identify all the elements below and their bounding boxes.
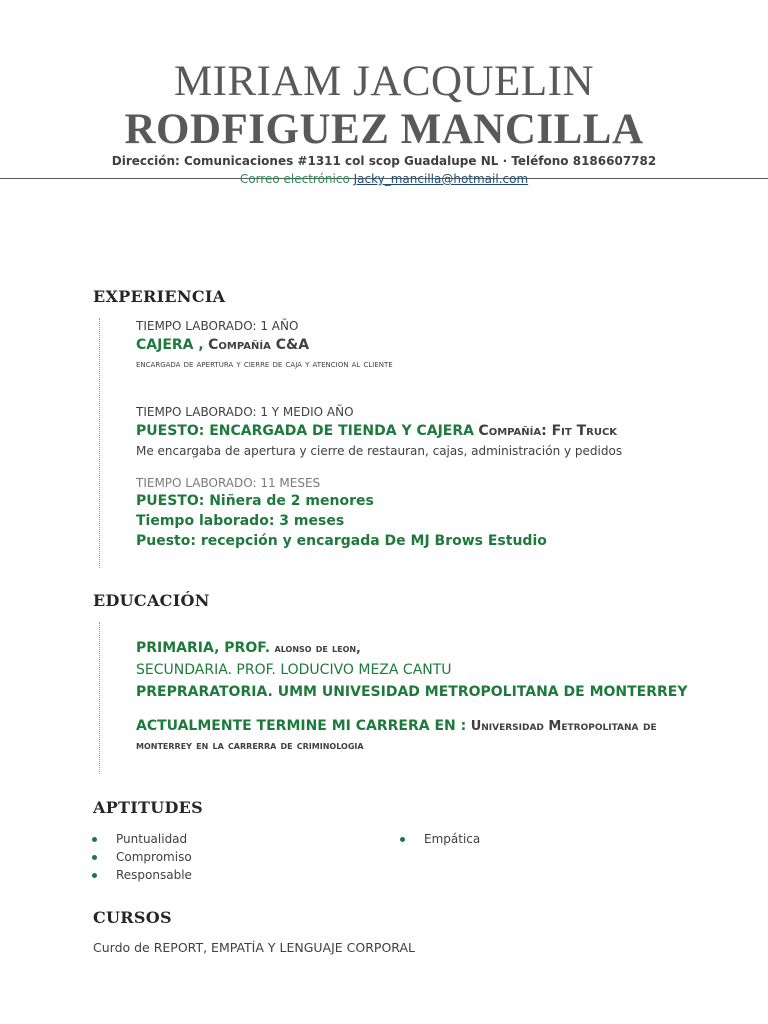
experience-divider — [99, 318, 100, 568]
email-label: Correo electrónico — [239, 172, 350, 186]
name-first: MIRIAM JACQUELIN — [173, 58, 595, 105]
job3-role: PUESTO: Niñera de 2 menores — [136, 493, 374, 509]
bullet-icon — [400, 837, 405, 842]
email-link[interactable]: Jacky_mancilla@hotmail.com — [353, 172, 529, 186]
skill-item: Puntualidad — [92, 830, 192, 848]
job2-role: PUESTO: ENCARGADA DE TIENDA Y CAJERA — [136, 423, 474, 439]
section-title-experience: EXPERIENCIA — [93, 287, 226, 306]
job1-title — [136, 337, 309, 353]
job2-time: TIEMPO LABORADO: 1 Y MEDIO AÑO — [136, 405, 354, 419]
skill-item: Responsable — [92, 866, 192, 884]
section-title-education: EDUCACIÓN — [93, 591, 210, 610]
bullet-icon — [92, 873, 97, 878]
skill-item: Compromiso — [92, 848, 192, 866]
skills-list-col2 — [400, 830, 480, 848]
job1-role: CAJERA , — [136, 337, 204, 353]
edu-prep: PREPRARATORIA. UMM UNIVESIDAD METROPOLITANA DE MONTERREY — [136, 684, 688, 700]
job1-time: TIEMPO LABORADO: 1 AÑO — [136, 319, 299, 333]
edu-primary — [136, 640, 361, 656]
job2-title — [136, 423, 617, 439]
job2-company: Compañía: Fit Truck — [478, 423, 618, 439]
job2-description: Me encargaba de apertura y cierre de restauran, cajas, administración y pedidos — [136, 444, 623, 458]
bullet-icon — [92, 855, 97, 860]
edu-current — [136, 718, 657, 734]
name-last: RODFIGUEZ MANCILLA — [124, 106, 644, 153]
job3-extra-role: Puesto: recepción y encargada De MJ Brows Estudio — [136, 533, 547, 549]
edu-primary-label: PRIMARIA, PROF. — [136, 640, 271, 656]
skills-list-col1 — [92, 830, 192, 884]
section-title-skills: APTITUDES — [93, 798, 204, 817]
edu-current-detail: monterrey en la carrerra de criminologia — [136, 738, 364, 752]
edu-current-uni: Universidad Metropolitana de — [470, 719, 657, 734]
courses-text: Curdo de REPORT, EMPATÍA Y LENGUAJE CORPORAL — [93, 940, 415, 955]
section-title-courses: CURSOS — [93, 908, 172, 927]
edu-primary-name: alonso de leon, — [274, 641, 361, 655]
bullet-icon — [92, 837, 97, 842]
job3-extra-time: Tiempo laborado: 3 meses — [136, 513, 345, 529]
skill-item: Empática — [400, 830, 480, 848]
edu-current-label: ACTUALMENTE TERMINE MI CARRERA EN : — [136, 718, 467, 734]
contact-address-phone: Dirección: Comunicaciones #1311 col scop Guadalupe NL · Teléfono 8186607782 — [111, 154, 657, 168]
job3-time: TIEMPO LABORADO: 11 MESES — [136, 476, 321, 490]
contact-email-line — [0, 172, 768, 186]
edu-secondary: SECUNDARIA. PROF. LODUCIVO MEZA CANTU — [136, 662, 452, 678]
education-divider — [99, 622, 100, 774]
job1-description: encargada de apertura y cierre de caja y atencion al cliente — [136, 359, 393, 370]
job1-company: Compañía C&A — [208, 337, 310, 353]
